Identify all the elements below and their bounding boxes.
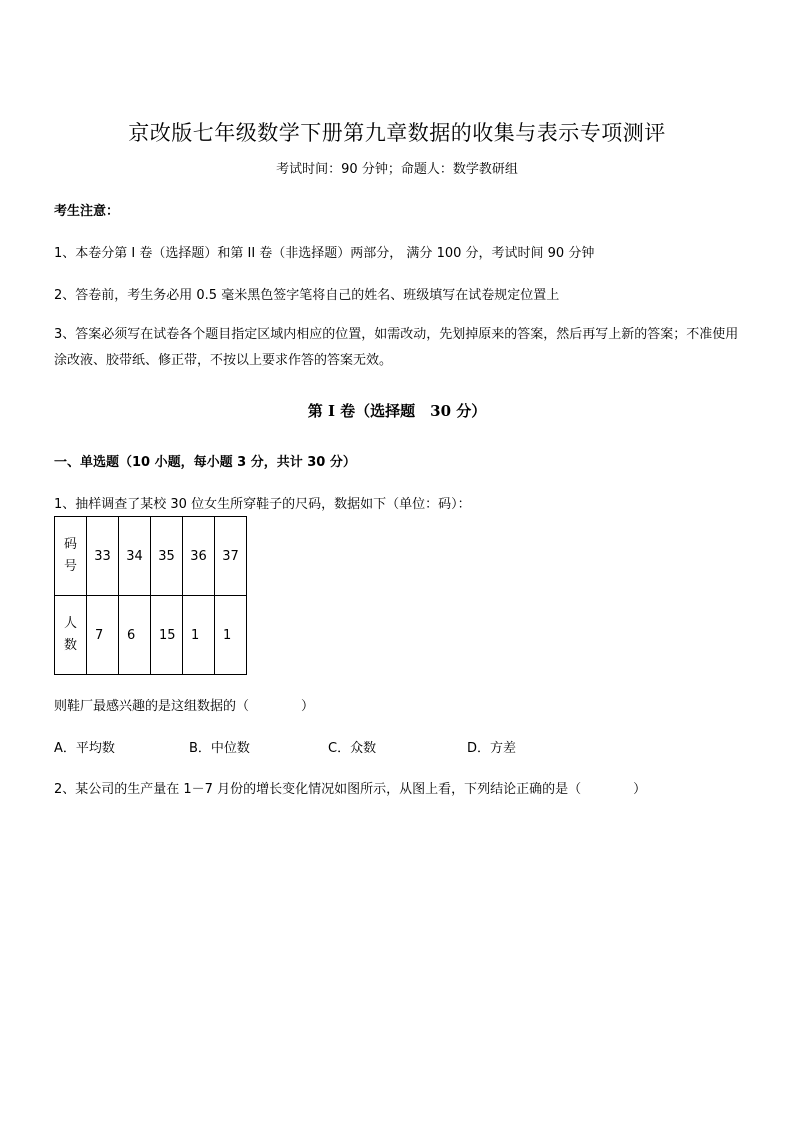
table-cell: 15 [151,596,183,675]
notice-item-1: 1、本卷分第 I 卷（选择题）和第 II 卷（非选择题）两部分， 满分 100 分，考试时间 90 分钟 [54,246,595,261]
table-cell: 36 [183,517,215,596]
option-d[interactable]: D．方差 [467,741,517,756]
table-cell: 6 [119,596,151,675]
exam-info: 考试时间：90 分钟；命题人：数学教研组 [276,162,518,177]
page-title: 京改版七年级数学下册第九章数据的收集与表示专项测评 [128,121,666,145]
table-row [55,596,247,675]
table-cell: 1 [215,596,247,675]
option-b[interactable]: B．中位数 [189,741,250,756]
table-cell: 7 [87,596,119,675]
table-cell: 33 [87,517,119,596]
table-cell: 1 [183,596,215,675]
section-title: 第 I 卷（选择题 30 分） [307,402,487,420]
notice-item-3: 3、答案必须写在试卷各个题目指定区域内相应的位置，如需改动，先划掉原来的答案，然后再写上新的答案；不准使用涂改液、胶带纸、修正带，不按以上要求作答的答案无效。 [54,327,739,368]
table-header-cell: 码 号 [55,517,87,596]
shoe-size-table [54,516,247,675]
question-2-stem: 2、某公司的生产量在 1－7 月份的增长变化情况如图所示，从图上看，下列结论正确的是（ ） [54,782,647,797]
table-cell: 35 [151,517,183,596]
option-a[interactable]: A．平均数 [54,741,115,756]
notice-heading: 考生注意： [54,204,120,219]
notice-item-2: 2、答卷前，考生务必用 0.5 毫米黑色签字笔将自己的姓名、班级填写在试卷规定位置上 [54,288,560,303]
option-c[interactable]: C．众数 [328,741,377,756]
table-cell: 37 [215,517,247,596]
table-cell: 34 [119,517,151,596]
question-1-prompt: 则鞋厂最感兴趣的是这组数据的（ ） [54,699,315,714]
part-heading: 一、单选题（10 小题，每小题 3 分，共计 30 分） [54,455,356,470]
table-header-cell: 人 数 [55,596,87,675]
table-row [55,517,247,596]
question-1-stem: 1、抽样调查了某校 30 位女生所穿鞋子的尺码，数据如下（单位：码）： [54,497,471,512]
